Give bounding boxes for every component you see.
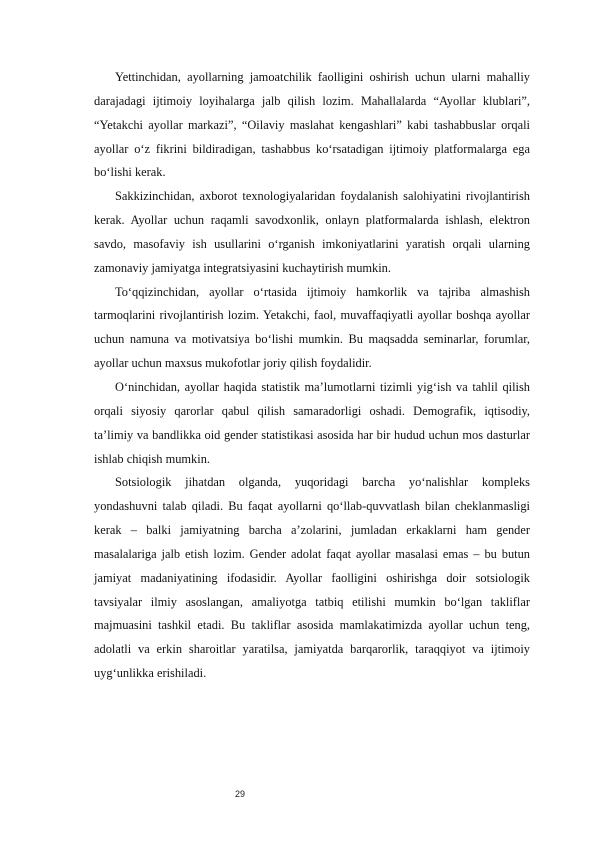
paragraph-tenth-recommendation: O‘ninchidan, ayollar haqida statistik ma’lumotlarni tizimli yig‘ish va tahlil qilish orqali siyosiy qarorlar qabul qilish samaradorligi oshadi. Demografik, iqtisodiy, ta’limiy va bandlikka oid gender statistikasi asosida har bir hudud uchun mos dasturlar ishlab chiqish mumkin. <box>94 379 530 466</box>
body-text <box>94 66 530 686</box>
paragraph-eighth-recommendation: Sakkizinchidan, axborot texnologiyalaridan foydalanish salohiyatini rivojlantirish kerak. Ayollar uchun raqamli savodxonlik, onlayn platformalarda ishlash, elektron savdo, masofaviy ish usullarini o‘rganish imkoniyatlarini yaratish orqali ularning zamonaviy jamiyatga integratsiyasini kuchaytirish mumkin. <box>94 189 530 275</box>
page-number: 29 <box>234 789 245 799</box>
paragraph-seventh-recommendation: Yettinchidan, ayollarning jamoatchilik faolligini oshirish uchun ularni mahalliy darajadagi ijtimoiy loyihalarga jalb qilish lozim. Mahallalarda “Ayollar klublari”, “Yetakchi ayollar markazi”, “Oilaviy maslahat kengashlari” kabi tashabbuslar orqali ayollar o‘z fikrini bildiradigan, tashabbus ko‘rsatadigan ijtimoiy platformalarga ega bo‘lishi kerak. <box>94 70 530 180</box>
paragraph-ninth-recommendation: To‘qqizinchidan, ayollar o‘rtasida ijtimoiy hamkorlik va tajriba almashish tarmoqlarini rivojlantirish lozim. Yetakchi, faol, muvaffaqiyatli ayollar boshqa ayollar uchun namuna va motivatsiya bo‘lishi mumkin. Bu maqsadda seminarlar, forumlar, ayollar uchun maxsus mukofotlar joriy qilish foydalidir. <box>94 284 530 371</box>
paragraph-sociological-conclusion: Sotsiologik jihatdan olganda, yuqoridagi barcha yo‘nalishlar kompleks yondashuvni talab qiladi. Bu faqat ayollarni qo‘llab-quvvatlash bilan cheklanmasligi kerak – balki jamiyatning barcha a’zolarini, jumladan erkaklarni ham gender masalalariga jalb etish lozim. Gender adolat faqat ayollar masalasi emas – bu butun jamiyat madaniyatining ifodasidir. Ayollar faolligini oshirishga doir sotsiologik tavsiyalar ilmiy asoslangan, amaliyotga tatbiq etilishi mumkin bo‘lgan takliflar majmuasini tashkil etadi. Bu takliflar asosida mamlakatimizda ayollar uchun teng, adolatli va erkin sharoitlar yaratilsa, jamiyatda barqarorlik, taraqqiyot va ijtimoiy uyg‘unlikka erishiladi. <box>94 475 530 681</box>
